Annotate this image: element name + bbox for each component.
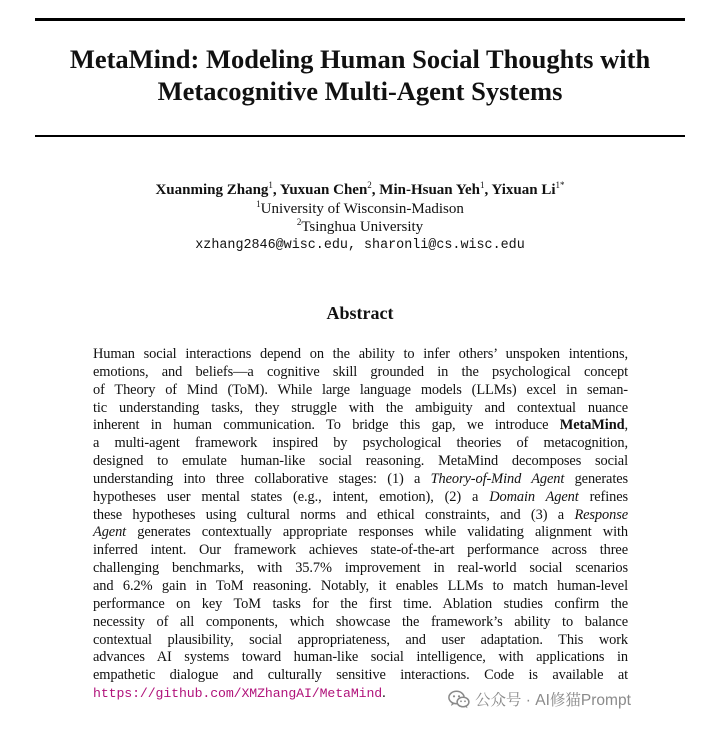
abstract-line bbox=[93, 489, 628, 507]
author-name: Xuanming Zhang bbox=[155, 182, 269, 198]
author-name: Min-Hsuan Yeh bbox=[379, 182, 481, 198]
author-emails: xzhang2846@wisc.edu, sharonli@cs.wisc.edu bbox=[195, 238, 525, 253]
author-mark: 1* bbox=[555, 180, 565, 190]
author-block bbox=[0, 181, 720, 256]
abstract-text: refines bbox=[578, 488, 629, 505]
code-link[interactable]: https://github.com/XMZhangAI/MetaMind bbox=[93, 686, 383, 702]
tom-agent-term: Theory-of-Mind Agent bbox=[430, 470, 565, 487]
title-line-2: Metacognitive Multi-Agent Systems bbox=[157, 76, 563, 106]
abstract-text: generates bbox=[564, 470, 629, 487]
affiliation bbox=[0, 200, 720, 218]
response-agent-term: Response bbox=[574, 506, 628, 523]
abstract-line: a multi-agent framework inspired by psychological theories of metacognition, bbox=[93, 435, 628, 452]
affiliation-mark: 2 bbox=[296, 217, 302, 227]
author-mark: 1 bbox=[268, 180, 273, 190]
top-rule bbox=[35, 18, 685, 21]
abstract-heading: Abstract bbox=[326, 303, 394, 323]
abstract-line: tic understanding tasks, they struggle with the ambiguity and contextual nuance bbox=[93, 399, 628, 416]
abstract-line bbox=[93, 507, 628, 525]
abstract-line bbox=[93, 417, 628, 435]
affiliation bbox=[0, 218, 720, 236]
affiliation-mark: 1 bbox=[256, 199, 261, 209]
abstract-text: . bbox=[382, 685, 386, 702]
abstract-line: advances AI systems toward human-like social intelligence, with applications in bbox=[93, 649, 628, 666]
author-mark: 2 bbox=[367, 180, 372, 190]
author-name: Yixuan Li bbox=[491, 182, 556, 198]
abstract-text: understanding into three collaborative stages: (1) a bbox=[93, 470, 431, 487]
watermark bbox=[448, 687, 631, 711]
bottom-rule bbox=[35, 135, 685, 137]
domain-agent-term: Domain Agent bbox=[489, 488, 579, 505]
affiliation-name: Tsinghua University bbox=[301, 219, 424, 235]
response-agent-term: Agent bbox=[93, 524, 127, 541]
abstract-line: performance on key ToM tasks for the first time. Ablation studies confirm the bbox=[93, 595, 628, 612]
paper-title bbox=[0, 43, 720, 107]
abstract-line: and 6.2% gain in ToM reasoning. Notably, it enables LLMs to match human-level bbox=[93, 577, 628, 594]
author-mark: 1 bbox=[480, 180, 485, 190]
metamind-bold: MetaMind bbox=[559, 417, 625, 434]
affiliation-name: University of Wisconsin-Madison bbox=[260, 201, 464, 217]
abstract-line: of Theory of Mind (ToM). While large language models (LLMs) excel in seman- bbox=[93, 381, 628, 398]
abstract-line bbox=[93, 524, 628, 542]
watermark-text: 公众号 · AI修猫Prompt bbox=[475, 692, 631, 709]
abstract-text: hypotheses user mental states (e.g., intent, emotion), (2) a bbox=[93, 488, 490, 505]
abstract-body bbox=[93, 346, 628, 703]
abstract-line: empathetic dialogue and culturally sensitive interactions. Code is available at bbox=[93, 667, 628, 684]
abstract-line: Human social interactions depend on the ability to infer others’ unspoken intentions, bbox=[93, 346, 628, 362]
abstract-text: inherent in human communication. To bridge this gap, we introduce bbox=[93, 417, 560, 434]
title-line-1: MetaMind: Modeling Human Social Thoughts with bbox=[69, 44, 651, 74]
abstract-line: emotions, and beliefs—a cognitive skill grounded in the psychological concept bbox=[93, 363, 628, 380]
wechat-icon bbox=[448, 690, 470, 709]
abstract-line: necessity of all components, which showcase the framework’s ability to balance bbox=[93, 613, 628, 630]
author-name: Yuxuan Chen bbox=[279, 182, 368, 198]
abstract-line: challenging benchmarks, with 35.7% improvement in real-world social scenarios bbox=[93, 560, 628, 577]
author-list: Xuanming Zhang$^1$, Yuxuan Chen$^2$, Min-Hsuan Yeh$^1$, Yixuan $Li^{1*}$ bbox=[155, 180, 565, 198]
abstract-text: generates contextually appropriate responses while validating alignment with bbox=[126, 524, 628, 541]
abstract-text: these hypotheses using cultural norms and ethical constraints, and (3) a bbox=[93, 506, 575, 523]
abstract-line bbox=[93, 471, 628, 489]
abstract-line: contextual plausibility, social appropriateness, and user adaptation. This work bbox=[93, 631, 628, 648]
abstract-line: designed to emulate human-like social reasoning. MetaMind decomposes social bbox=[93, 453, 628, 470]
abstract-text: , bbox=[624, 417, 628, 434]
abstract-line: inferred intent. Our framework achieves state-of-the-art performance across three bbox=[93, 542, 628, 559]
